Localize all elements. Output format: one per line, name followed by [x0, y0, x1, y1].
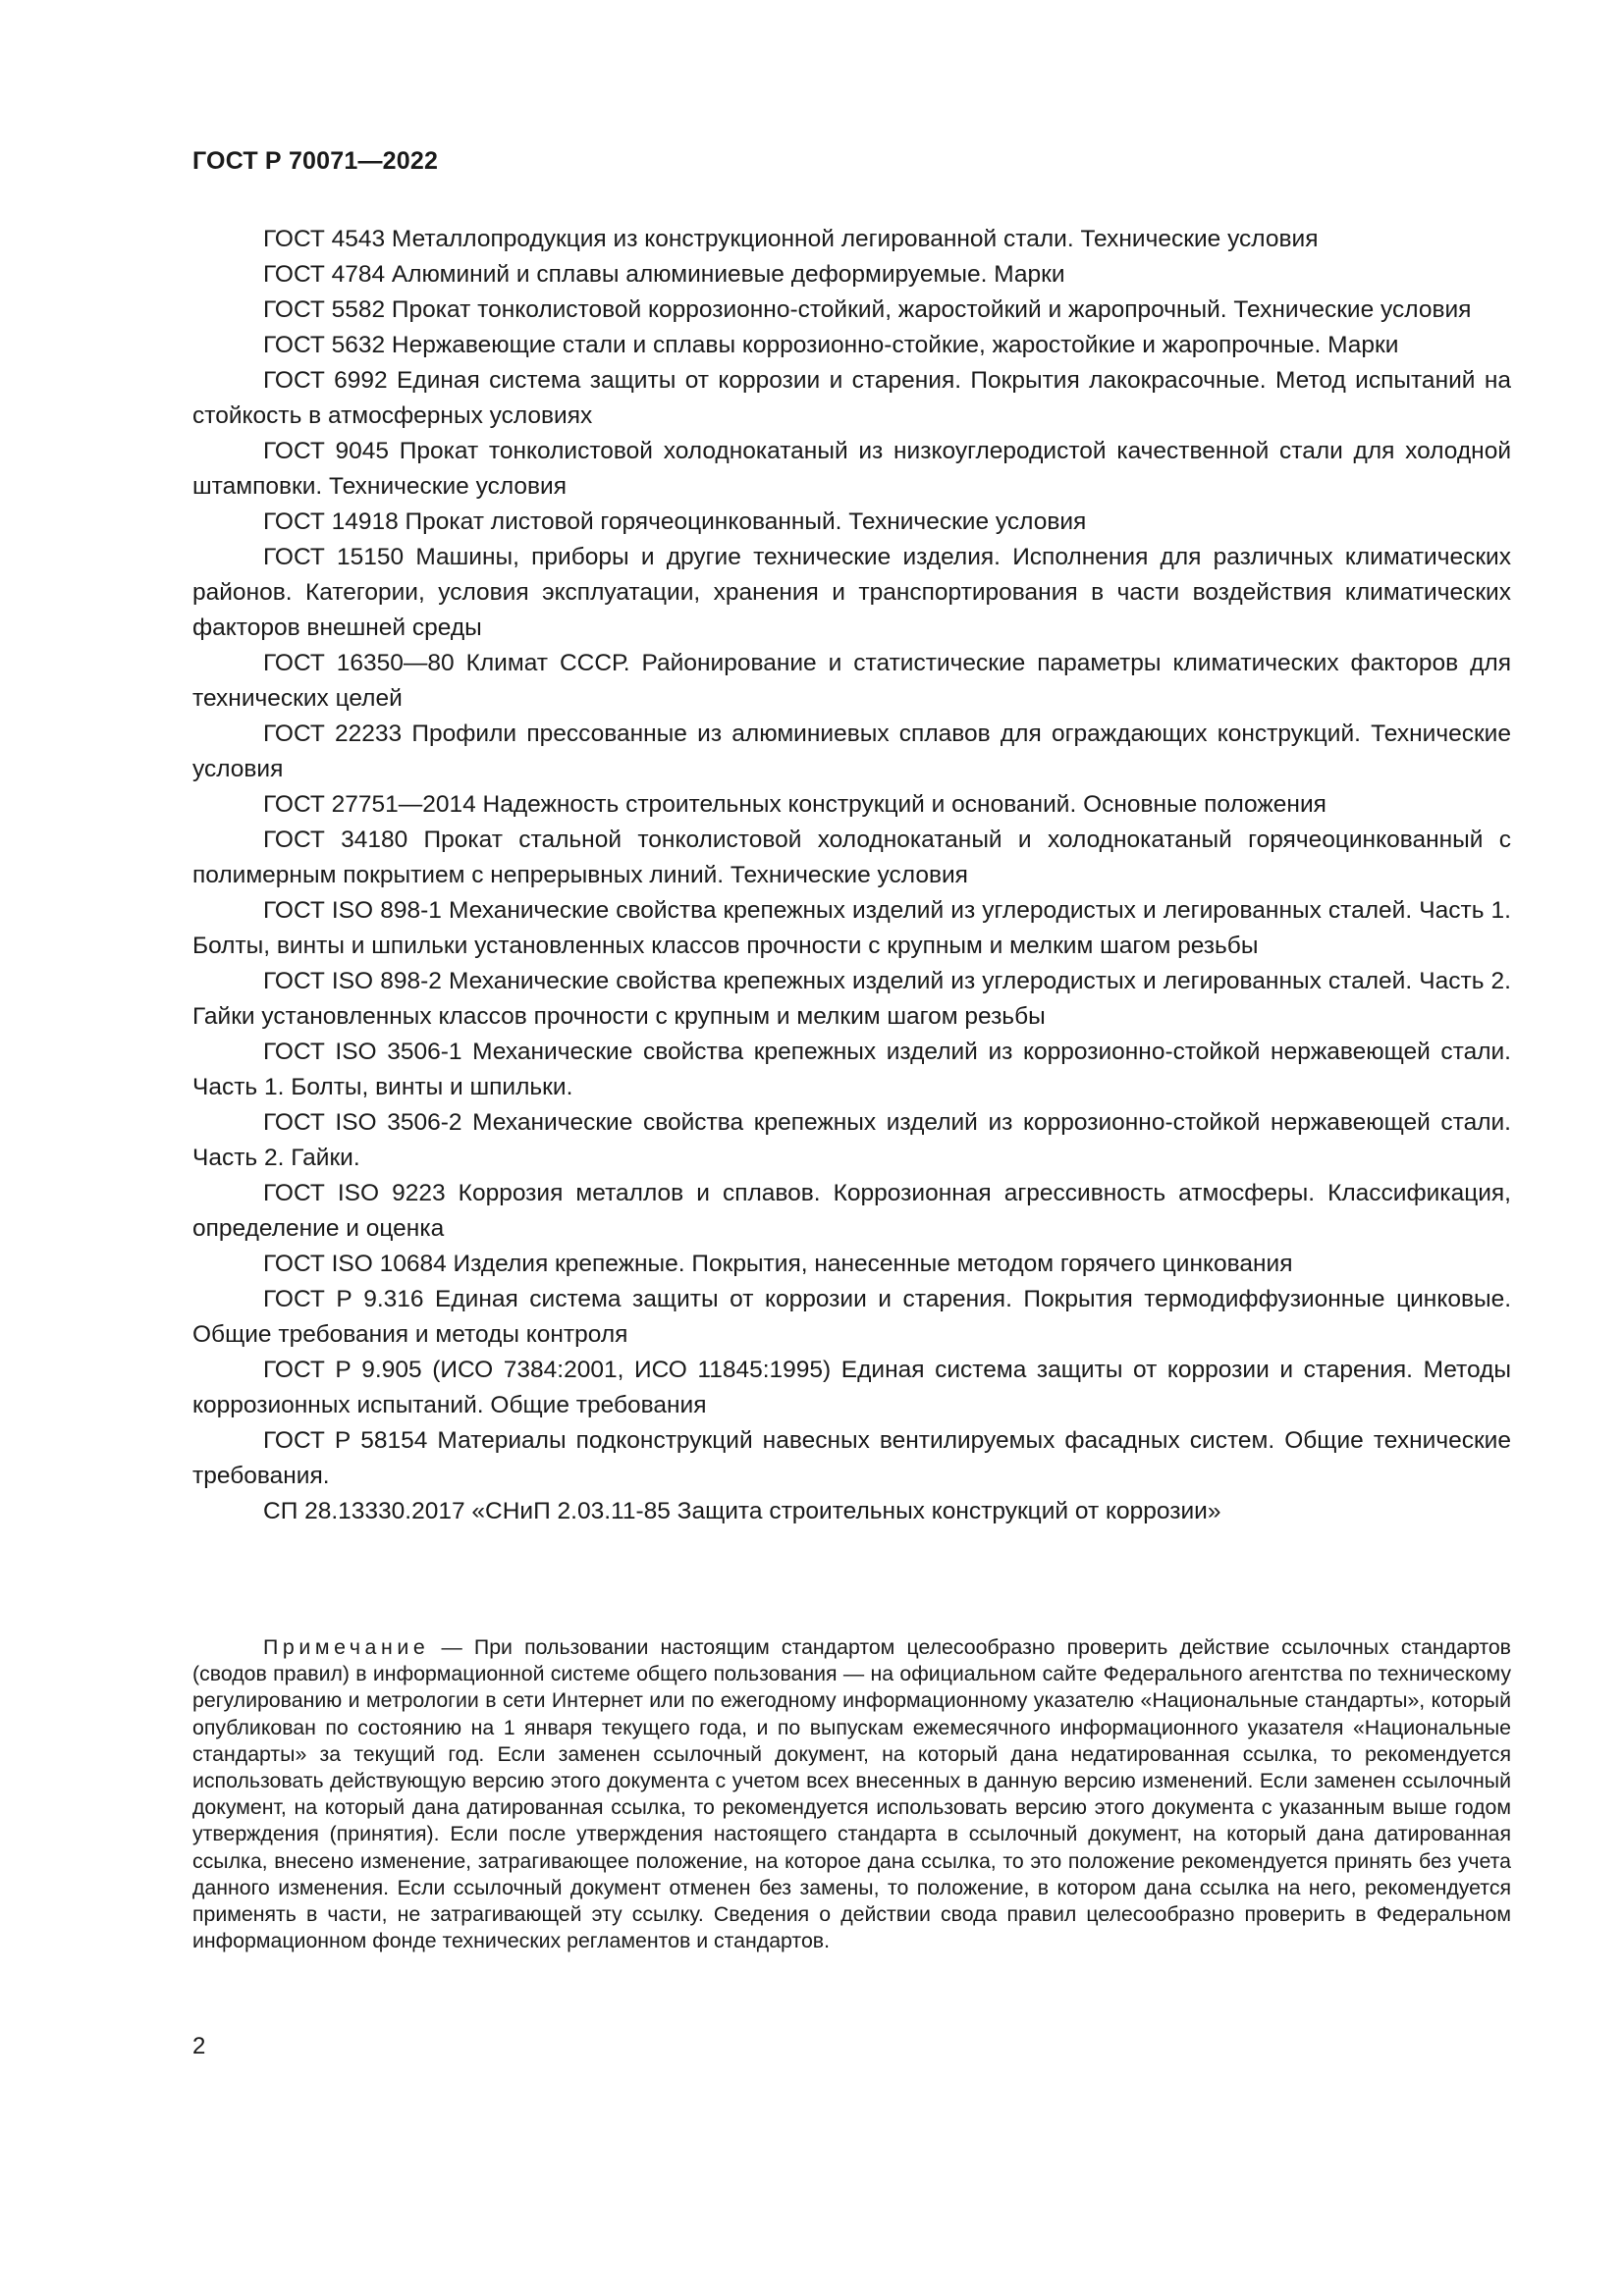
reference-item: ГОСТ 4543 Металлопродукция из конструкционной легированной стали. Технические условия	[263, 226, 1319, 252]
reference-item: ГОСТ ISO 3506-1 Механические свойства крепежных изделий из коррозионно-стойкой нержавеющей стали. Часть 1. Болты, винты и шпильки.	[192, 1039, 1511, 1100]
reference-item: ГОСТ ISO 10684 Изделия крепежные. Покрытия, нанесенные методом горячего цинкования	[263, 1251, 1293, 1277]
reference-item: ГОСТ 5582 Прокат тонколистовой коррозионно-стойкий, жаростойкий и жаропрочный. Технические условия	[263, 296, 1472, 323]
reference-item: ГОСТ ISO 898-2 Механические свойства крепежных изделий из углеродистых и легированных сталей. Часть 2. Гайки установленных классов прочности с крупным и мелким шагом резьбы	[192, 968, 1511, 1030]
reference-item: ГОСТ ISO 898-1 Механические свойства крепежных изделий из углеродистых и легированных сталей. Часть 1. Болты, винты и шпильки установленных классов прочности с крупным и мелким шагом резьбы	[192, 897, 1511, 959]
reference-item: СП 28.13330.2017 «СНиП 2.03.11-85 Защита строительных конструкций от коррозии»	[263, 1498, 1221, 1524]
reference-item: ГОСТ ISO 3506-2 Механические свойства крепежных изделий из коррозионно-стойкой нержавеющей стали. Часть 2. Гайки.	[192, 1109, 1511, 1171]
page-number: 2	[192, 2033, 206, 2059]
reference-item: ГОСТ Р 9.316 Единая система защиты от коррозии и старения. Покрытия термодиффузионные цинковые. Общие требования и методы контроля	[192, 1286, 1511, 1348]
references-list	[192, 222, 1511, 1529]
reference-item: ГОСТ ISO 9223 Коррозия металлов и сплавов. Коррозионная агрессивность атмосферы. Классификация, определение и оценка	[192, 1180, 1511, 1242]
reference-item: ГОСТ Р 9.905 (ИСО 7384:2001, ИСО 11845:1995) Единая система защиты от коррозии и старения. Методы коррозионных испытаний. Общие требования	[192, 1357, 1511, 1418]
reference-item: ГОСТ 27751—2014 Надежность строительных конструкций и оснований. Основные положения	[263, 791, 1326, 818]
reference-item: ГОСТ 14918 Прокат листовой горячеоцинкованный. Технические условия	[263, 508, 1087, 535]
note-paragraph	[192, 1634, 1511, 1954]
reference-item: ГОСТ 34180 Прокат стальной тонколистовой холоднокатаный и холоднокатаный горячеоцинкованный с полимерным покрытием с непрерывных линий. Технические условия	[192, 827, 1511, 888]
reference-item: ГОСТ 6992 Единая система защиты от коррозии и старения. Покрытия лакокрасочные. Метод испытаний на стойкость в атмосферных условиях	[192, 367, 1511, 429]
reference-item: ГОСТ 4784 Алюминий и сплавы алюминиевые деформируемые. Марки	[263, 261, 1065, 288]
reference-item: ГОСТ 5632 Нержавеющие стали и сплавы коррозионно-стойкие, жаростойкие и жаропрочные. Марки	[263, 332, 1399, 358]
note-label: Примечание	[263, 1635, 430, 1659]
reference-item: ГОСТ 16350—80 Климат СССР. Районирование и статистические параметры климатических факторов для технических целей	[192, 650, 1511, 712]
note-text: — При пользовании настоящим стандартом целесообразно проверить действие ссылочных стандартов (сводов правил) в информационной системе общего пользования — на официальном сайте Федерального агентства по техническому регулированию и метрологии в сети Интернет или по ежегодному информационному указателю «Национальные стандарты», который опубликован по состоянию на 1 января текущего года, и по выпускам ежемесячного информационного указателя «Национальные стандарты» за текущий год. Если заменен ссылочный документ, на который дана недатированная ссылка, то рекомендуется использовать действующую версию этого документа с учетом всех внесенных в данную версию изменений. Если заменен ссылочный документ, на который дана датированная ссылка, то рекомендуется использовать версию этого документа с указанным выше годом утверждения (принятия). Если после утверждения настоящего стандарта в ссылочный документ, на который дана датированная ссылка, внесено изменение, затрагивающее положение, на которое дана ссылка, то это положение рекомендуется принять без учета данного изменения. Если ссылочный документ отменен без замены, то положение, в котором дана ссылка на него, рекомендуется применять в части, не затрагивающей эту ссылку. Сведения о действии свода правил целесообразно проверить в Федеральном информационном фонде технических регламентов и стандартов.	[192, 1635, 1511, 1953]
reference-item: ГОСТ 15150 Машины, приборы и другие технические изделия. Исполнения для различных климатических районов. Категории, условия эксплуатации, хранения и транспортирования в части воздействия климатических факторов внешней среды	[192, 544, 1511, 641]
reference-item: ГОСТ 22233 Профили прессованные из алюминиевых сплавов для ограждающих конструкций. Технические условия	[192, 721, 1511, 782]
reference-item: ГОСТ Р 58154 Материалы подконструкций навесных вентилируемых фасадных систем. Общие технические требования.	[192, 1427, 1511, 1489]
reference-item: ГОСТ 9045 Прокат тонколистовой холоднокатаный из низкоуглеродистой качественной стали для холодной штамповки. Технические условия	[192, 438, 1511, 500]
document-header: ГОСТ Р 70071—2022	[192, 147, 439, 175]
